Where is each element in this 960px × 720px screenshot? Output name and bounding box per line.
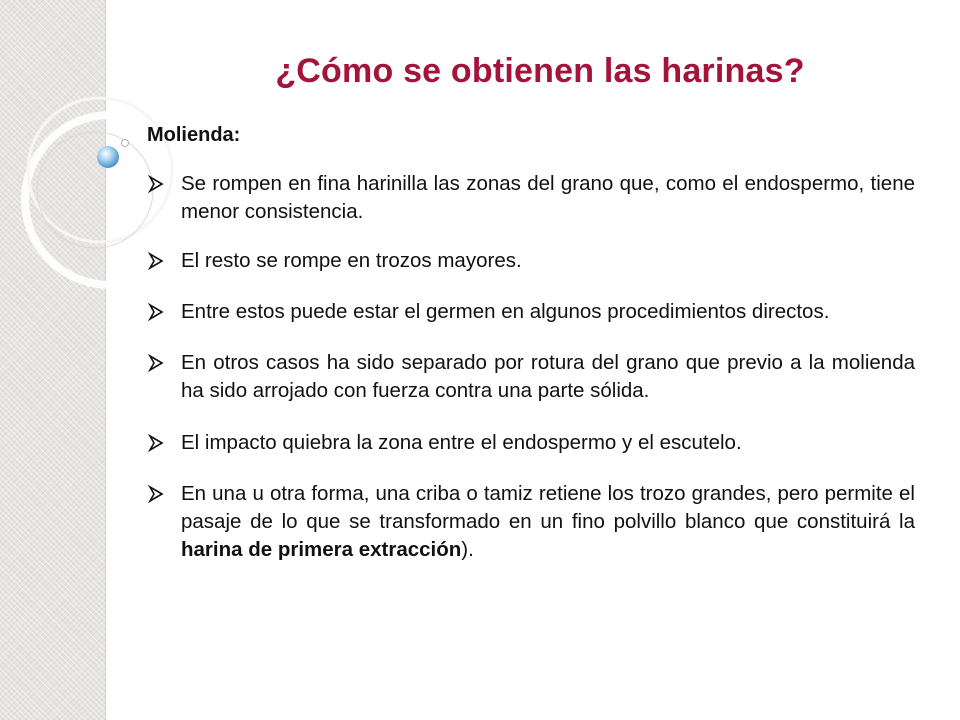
blue-orb-icon [97, 146, 119, 168]
arrow-bullet-icon [147, 247, 167, 275]
arrow-bullet-icon [147, 429, 167, 457]
bullet-item [147, 247, 915, 275]
bullet-list [147, 170, 915, 564]
bullet-item [147, 170, 915, 226]
bullet-text: El resto se rompe en trozos mayores. [181, 249, 522, 272]
arrow-bullet-icon [147, 298, 167, 326]
bullet-text: Se rompen en fina harinilla las zonas del grano que, como el endospermo, tiene menor consistencia. [181, 172, 915, 223]
arrow-bullet-icon [147, 349, 167, 377]
bullet-text: Entre estos puede estar el germen en algunos procedimientos directos. [181, 300, 830, 323]
bullet-item [147, 429, 915, 457]
bullet-text: En una u otra forma, una criba o tamiz retiene los trozo grandes, pero permite el pasaje de lo que se transformado en un fino polvillo blanco que constituirá la [181, 482, 915, 533]
bullet-text: ). [461, 538, 474, 561]
decorative-ring-inner [37, 132, 153, 248]
arrow-bullet-icon [147, 170, 167, 198]
bullet-item [147, 480, 915, 564]
bullet-text: En otros casos ha sido separado por rotura del grano que previo a la molienda ha sido arrojado con fuerza contra una parte sólida. [181, 351, 915, 402]
bullet-item [147, 349, 915, 405]
bullet-item [147, 298, 915, 326]
bold-term: harina de primera extracción [181, 538, 462, 561]
slide-title: ¿Cómo se obtienen las harinas? [275, 52, 805, 90]
bullet-text: El impacto quiebra la zona entre el endospermo y el escutelo. [181, 431, 742, 454]
arrow-bullet-icon [147, 480, 167, 508]
section-subtitle: Molienda: [147, 124, 241, 146]
small-ring-icon [122, 140, 129, 147]
